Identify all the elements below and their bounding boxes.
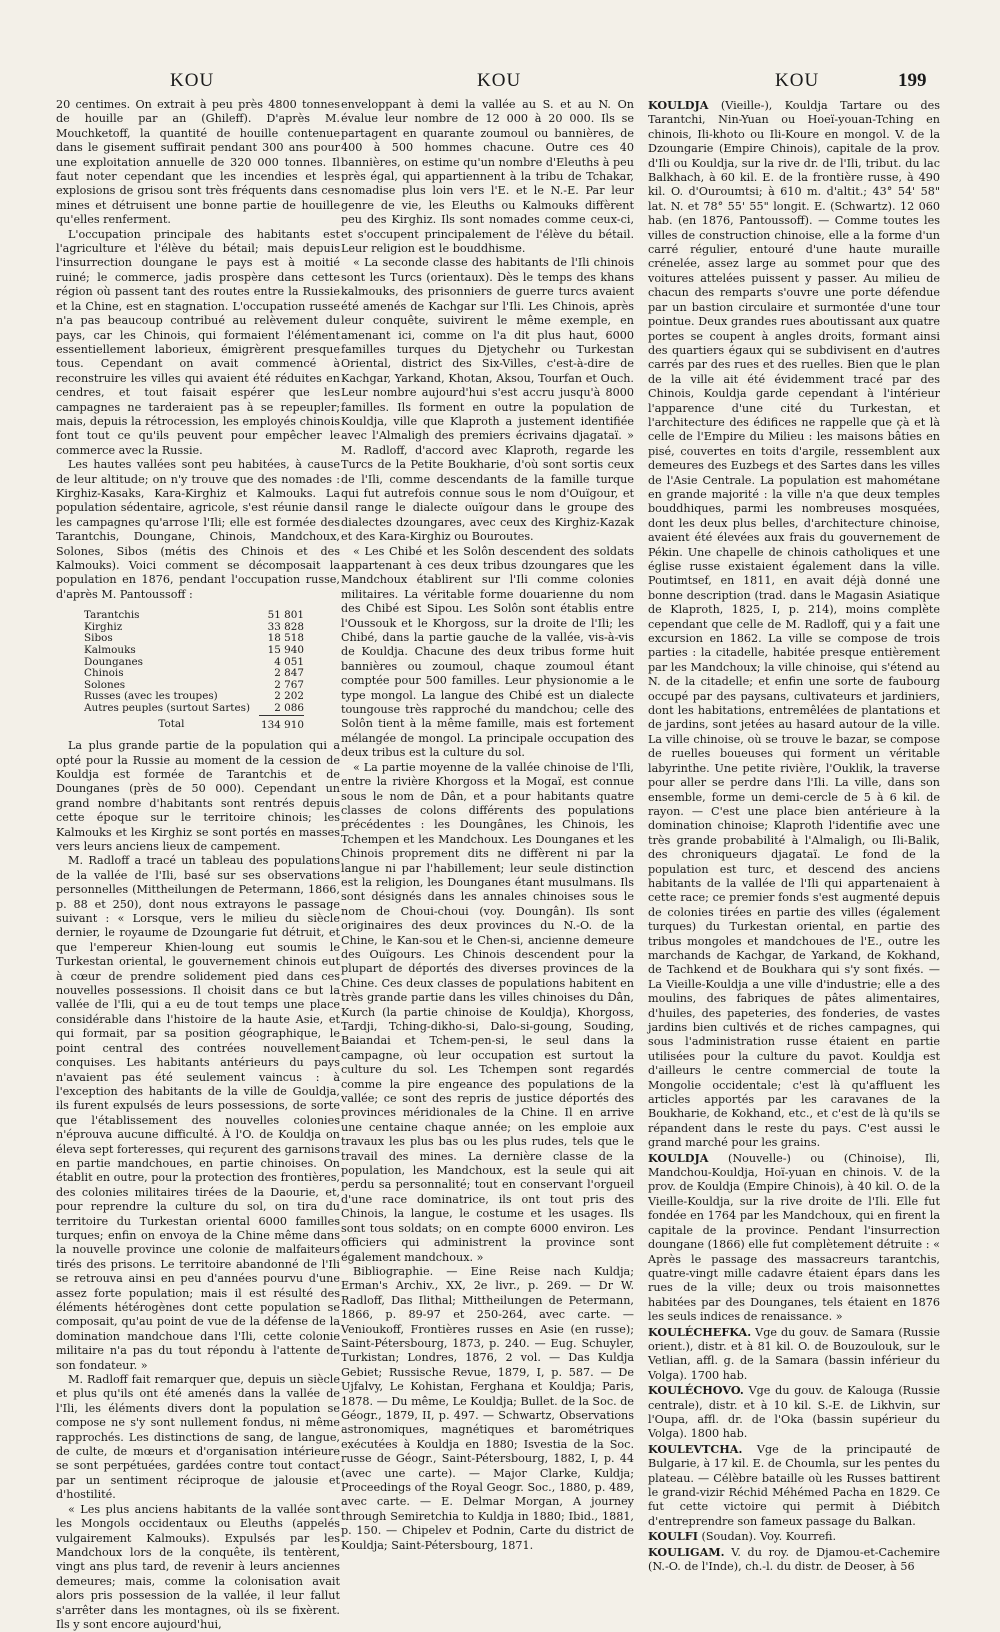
entry-kouldja-vieille <box>648 98 940 1151</box>
column-middle <box>341 98 634 1552</box>
people-count: 51 801 <box>267 609 304 622</box>
table-total-row <box>84 715 304 731</box>
entry-body: (Vieille-), Kouldja Tartare ou des Tarantchi, Nin-Yuan ou Hoeï-youan-Tching en chinois, Ili-khoto ou Ili-Koure en mongol. V. de la Dzoungarie (Empire Chinois), capitale de la prov. d'Ili ou Kouldja, sur la rive dr. de l'Ili, tribut. du lac Balkhach, à 60 kil. E. de la frontière russe, à 490 kil. O. d'Ouroumtsi; à 610 m. d'altit.; 43° 54' 58" lat. N. et 78° 55' 55" longit. E. (Schwartz). 12 060 hab. (en 1876, Pantoussoff). — Comme toutes les villes de construction chinoise, elle a la forme d'un carré régulier, entouré d'une haute muraille crénelée, assez large au sommet pour que des voitures attelées puissent y passer. Au milieu de chacun des remparts s'ouvre une porte défendue par un bastion circulaire et surmontée d'une tour pointue. Deux grandes rues aboutissant aux quatre portes se coupent à angles droits, formant ainsi des quartiers égaux qui se subdivisent en d'autres carrés par des rues et des ruelles. Bien que le plan de la ville ait été évidemment tracé par des Chinois, Kouldja garde cependant à l'intérieur l'apparence d'une cité du Turkestan, et l'architecture des édifices ne rappelle que çà et là celle de l'Empire du Milieu : les maisons bâties en pisé, couvertes en toits d'argile, ressemblent aux demeures des Euzbegs et des Sartes dans les villes de l'Asie Centrale. La population est mahométane en grande majorité : la ville n'a que deux temples bouddhiques, parmi les nombreuses mosquées, dont les deux plus belles, d'architecture chinoise, avaient été élevées aux frais du gouvernement de Pékin. Une chapelle de chinois catholiques et une église russe existaient également dans la ville. Poutimtsef, en 1811, en avait déjà donné une bonne description (trad. dans le Magasin Asiatique de Klaproth, 1825, I, p. 214), moins complète cependant que celle de M. Radloff, qui y a fait une excursion en 1862. La ville se compose de trois parties : la citadelle, habitée presque entièrement par les Mandchoux; la ville chinoise, qui s'étend au N. de la citadelle; et enfin une sorte de faubourg occupé par des paysans, cultivateurs et jardiniers, dont les habitations, entremêlées de plantations et de jardins, sont jetées au hasard autour de la ville. La ville chinoise, où se trouve le bazar, se compose de ruelles boueuses qui forment un véritable labyrinthe. Une petite rivière, l'Ouklik, la traverse pour aller se perdre dans l'Ili. La ville, dans son ensemble, forme un demi-cercle de 5 à 6 kil. de rayon. — C'est une place bien antérieure à la domination chinoise; Klaproth l'identifie avec une très grande probabilité à l'Almaligh, ou Ili-Balik, des chroniqueurs djagataï. Le fond de la population est turc, et descend des anciens habitants de la vallée de l'Ili qui appartenaient à cette race; ce premier fonds s'est augmenté depuis de colonies tirées en partie des villes (également turques) du Turkestan oriental, en partie des tribus mongoles et mandchoues de l'E., outre les marchands de Kachgar, de Yarkand, de Kokhand, de Tachkend et de Boukhara qui s'y sont fixés. — La Vieille-Kouldja a une ville d'industrie; elle a des moulins, des fabriques de pâtes alimentaires, d'huiles, des papeteries, des fonderies, de vastes jardins bien cultivés et de riches campagnes, qui sous l'administration russe étaient en partie utilisées pour la culture du pavot. Kouldja est d'ailleurs le centre commercial de toute la Mongolie occidentale; c'est là qu'affluent les articles apportés par les caravanes de la Boukharie, de Kokhand, etc., et c'est de là qu'ils se répandent dans le reste du pays. C'est aussi le grand marché pour les grains. <box>648 99 940 1150</box>
people-name: Autres peuples (surtout Sartes) <box>84 702 251 715</box>
entry-body: Vge du gouv. de Samara (Russie orient.), distr. et à 81 kil. O. de Bouzoulouk, sur le Vetlian, affl. g. de la Samara (bassin inférieur du Volga). 1700 hab. <box>648 1325 941 1382</box>
entry-headword: KOULDJA <box>648 1150 709 1165</box>
people-name: Tarantchis <box>84 609 140 622</box>
table-row <box>84 691 304 703</box>
entry-headword: KOULEVTCHA. <box>648 1441 743 1456</box>
people-name: Chinois <box>84 667 124 680</box>
people-name: Sibos <box>84 632 113 645</box>
paragraph: 20 centimes. On extrait à peu près 4800 tonnes de houille par an (Ghileff). D'après M. Mouchketoff, la quantité de houille contenue dans le gisement suffirait pendant 300 ans pour une exploitation annuelle de 320 000 tonnes. Il faut noter cependant que les incendies et les explosions de grisou sont très fréquents dans ces mines et détruisent une bonne partie de houille qu'elles renferment. <box>56 98 340 227</box>
paragraph: Les hautes vallées sont peu habitées, à cause de leur altitude; on n'y trouve que des nomades : Kirghiz-Kasaks, Kara-Kirghiz et Kalmouks. La population sédentaire, agricole, s'est réunie dans les campagnes qu'arrose l'Ili; elle est formée des Tarantchis, Doungane, Chinois, Mandchoux, Solones, Sibos (métis des Chinois et des Kalmouks). Voici comment se décomposait la population en 1876, pendant l'occupation russe, d'après M. Pantoussoff : <box>56 458 340 601</box>
paragraph: « La partie moyenne de la vallée chinoise de l'Ili, entre la rivière Khorgoss et la Mogaï, est connue sous le nom de Dân, et a pour habitants quatre classes de colons différents des populations précédentes : les Doungânes, les Chinois, les Tchempen et les Mandchoux. Les Dounganes et les Chinois proprement dits ne diffèrent ni par la langue ni par l'habillement; leur seule distinction est la religion, les Dounganes étant musulmans. Ils sont désignés dans les annales chinoises sous le nom de Choui-choui (voy. Doungân). Ils sont originaires des deux provinces du N.-O. de la Chine, le Kan-sou et le Chen-si, ancienne demeure des Ouïgours. Les Chinois descendent pour la plupart de déportés des diverses provinces de la Chine. Ces deux classes de populations habitent en très grande partie dans les villes chinoises du Dân, Kurch (la partie chinoise de Kouldja), Khorgoss, Tardji, Tching-dikho-si, Dalo-si-goung, Souding, Baiandai et Tchem-pen-si, le seul dans la campagne, où leur occupation est surtout la culture du sol. Les Tchempen sont regardés comme la pire engeance des populations de la vallée; ce sont des repris de justice déportés des provinces méridionales de la Chine. Il en arrive une centaine chaque année; on les emploie aux travaux les plus bas ou les plus rudes, tels que le travail des mines. La dernière classe de la population, les Mandchoux, est la seule qui ait perdu sa personnalité; tout en conservant l'orgueil d'une race dominatrice, ils ont tout pris des Chinois, la langue, le costume et les usages. Ils sont tous soldats; on en compte 6000 environ. Les officiers qui administrent la province sont également mandchoux. » <box>341 760 634 1264</box>
entry-koulevtcha <box>648 1442 940 1529</box>
people-count: 2 767 <box>274 678 304 691</box>
column-left <box>56 98 340 1631</box>
paragraph: « Les Chibé et les Solôn descendent des soldats appartenant à ces deux tribus dzoungares que les Mandchoux établirent sur l'Ili comme colonies militaires. La véritable forme douarienne du nom des Chibé est Sipou. Les Solôn sont établis entre l'Oussouk et le Khorgoss, sur la droite de l'Ili; les Chibé, dans la partie gauche de la vallée, vis-à-vis de Kouldja. Chacune des deux tribus forme huit bannières ou zoumoul, chaque zoumoul étant comptée pour 500 familles. Leur physionomie a le type mongol. La langue des Chibé est un dialecte toungouse très rapproché du mandchou; celle des Solôn tient à la même famille, mais est fortement mélangée de mongol. La principale occupation des deux tribus est la culture du sol. <box>341 544 634 760</box>
running-head-center: KOU <box>477 70 522 91</box>
running-head-left: KOU <box>170 70 215 91</box>
paragraph: L'occupation principale des habitants est l'agriculture et l'élève du bétail; mais depuis l'insurrection doungane le pays est à moitié ruiné; le commerce, jadis prospère dans cette région où passent tant des routes entre la Russie et la Chine, est en stagnation. L'occupation russe n'a pas beaucoup contribué au relèvement du pays, car les Chinois, qui formaient l'élément essentiellement laborieux, émigrèrent presque tous. Cependant on avait commencé à reconstruire les villes qui avaient été réduites en cendres, et tout faisait espérer que les campagnes ne tarderaient pas à se repeupler; mais, depuis la rétrocession, les employés chinois font tout ce qu'ils peuvent pour empêcher le commerce avec la Russie. <box>56 227 340 457</box>
people-name: Dounganes <box>84 655 143 668</box>
people-count: 15 940 <box>267 644 304 656</box>
paragraph: M. Radloff fait remarquer que, depuis un siècle et plus qu'ils ont été amenés dans la vallée de l'Ili, les éléments divers dont la population se compose ne s'y sont nullement fondus, ni même rapprochés. Les distinctions de sang, de langue, de culte, de mœurs et d'organisation intérieure se sont perpétuées, gardées contre tout contact par un sentiment réciproque de jalousie et d'hostilité. <box>56 1373 340 1502</box>
people-count: 2 847 <box>274 667 304 680</box>
people-count: 4 051 <box>274 655 304 668</box>
people-count: 2 086 <box>259 703 304 715</box>
running-head-right: KOU <box>775 70 820 91</box>
entry-kouldja-nouvelle <box>648 1151 940 1325</box>
table-row <box>84 703 304 715</box>
entry-body: (Soudan). Voy. Kourrefi. <box>701 1530 837 1544</box>
entry-koulechovo <box>648 1383 940 1442</box>
people-name: Russes (avec les troupes) <box>84 690 218 703</box>
entry-koulfi <box>648 1529 940 1544</box>
entry-headword: KOULFI <box>648 1529 698 1544</box>
entry-body: Vge du gouv. de Kalouga (Russie centrale), distr. et à 10 kil. S.-E. de Likhvin, sur l'Oupa, affl. dr. de l'Oka (bassin supérieur du Volga). 1800 hab. <box>648 1384 940 1441</box>
entry-headword: KOULÉCHOVO. <box>648 1383 744 1398</box>
bibliography: Bibliographie. — Eine Reise nach Kuldja; Erman's Archiv., XX, 2e livr., p. 269. — Dr W. Radloff, Das Ilithal; Mittheilungen de Petermann, 1866, p. 89-97 et 250-264, avec carte. — Venioukoff, Frontières russes en Asie (en russe); Saint-Pétersbourg, 1873, p. 240. — Eug. Schuyler, Turkistan; Londres, 1876, 2 vol. — Das Kuldja Gebiet; Russische Revue, 1879, I, p. 587. — De Ujfalvy, Le Kohistan, Ferghana et Kouldja; Paris, 1878. — Du même, Le Kouldja; Bullet. de la Soc. de Géogr., 1879, II, p. 497. — Schwartz, Observations astronomiques, magnétiques et barométriques exécutées à Kouldja en 1880; Isvestia de la Soc. russe de Géogr., Saint-Pétersbourg, 1882, I, p. 44 (avec une carte). — Major Clarke, Kuldja; Proceedings of the Royal Geogr. Soc., 1880, p. 489, avec carte. — E. Delmar Morgan, A journey through Semiretchia to Kuldja in 1880; Ibid., 1881, p. 150. — Chipelev et Podnin, Carte du district de Kouldja; Saint-Pétersbourg, 1871. <box>341 1264 634 1552</box>
entry-kouligam <box>648 1545 940 1575</box>
entry-headword: KOULDJA <box>648 98 709 112</box>
entry-headword: KOULÉCHEFKA. <box>648 1324 752 1339</box>
people-count: 18 518 <box>267 632 304 645</box>
people-count: 33 828 <box>267 620 304 633</box>
paragraph: « Les plus anciens habitants de la vallée sont les Mongols occidentaux ou Eleuths (appelés vulgairement Kalmouks). Expulsés par les Mandchoux lors de la conquête, ils tentèrent, vingt ans plus tard, de revenir à leurs anciennes demeures; mais, comme la colonisation avait alors pris possession de la vallée, il leur fallut s'arrêter dans les montagnes, où ils se fixèrent. Ils y sont encore aujourd'hui, <box>56 1502 340 1631</box>
people-name: Kirghiz <box>84 620 123 633</box>
paragraph: enveloppant à demi la vallée au S. et au N. On évalue leur nombre de 12 000 à 20 000. Ils se partagent en quarante zoumoul ou bannières, de 400 à 500 hommes chacune. Outre ces 40 bannières, on estime qu'un nombre d'Eleuths à peu près égal, qui appartiennent à la tribu de Tchakar, nomadise plus loin vers l'E. et le N.-E. Par leur genre de vie, les Eleuths ou Kalmouks diffèrent peu des Kirghiz. Ils sont nomades comme ceux-ci, et s'occupent principalement de l'élève du bétail. Leur religion est le bouddhisme. <box>341 98 634 256</box>
total-value: 134 910 <box>261 718 304 731</box>
entry-koulechefka <box>648 1325 940 1384</box>
people-count: 2 202 <box>274 690 304 703</box>
paragraph: M. Radloff a tracé un tableau des populations de la vallée de l'Ili, basé sur ses observations personnelles (Mittheilungen de Petermann, 1866, p. 88 et 250), dont nous extrayons le passage suivant : « Lorsque, vers le milieu du siècle dernier, le royaume de Dzoungarie fut détruit, et que l'empereur Khien-loung eut soumis le Turkestan oriental, le gouvernement chinois eut à cœur de prendre solidement pied dans ces nouvelles possessions. Il choisit dans ce but la vallée de l'Ili, qui a eu de tout temps une place considérable dans l'histoire de la haute Asie, et qui formait, par sa position géographique, le point central des contrées nouvellement conquises. Les habitants antérieurs du pays n'avaient pas été seulement vaincus : à l'exception des habitants de la ville de Gouldja, ils furent expulsés de leurs possessions, de sorte que l'établissement des nouvelles colonies n'éprouva aucune difficulté. À l'O. de Kouldja on éleva sept forteresses, qui reçurent des garnisons en partie mandchoues, en partie chinoises. On établit en outre, pour la protection des frontières, des colonies militaires tirées de la Daourie, et, pour reprendre la culture du sol, on tira du territoire du Turkestan oriental 6000 familles turques; enfin on envoya de la Chine même dans la nouvelle province une colonie de malfaiteurs tirés des prisons. Le territoire abandonné de l'Ili se retrouva ainsi en peu d'années pourvu d'une assez forte population; mais il est résulté des éléments hétérogènes dont cette population se composait, qu'au point de vue de la défense de la domination mandchoue dans l'Ili, cette colonie militaire n'a pas du tout répondu à l'attente de son fondateur. » <box>56 854 340 1372</box>
table-row <box>84 645 304 657</box>
total-label: Total <box>158 718 185 731</box>
entry-body: (Nouvelle-) ou (Chinoise), Ili, Mandchou-Kouldja, Hoï-yuan en chinois. V. de la prov. de Kouldja (Empire Chinois), à 40 kil. O. de la Vieille-Kouldja, sur la rive droite de l'Ili. Elle fut fondée en 1764 par les Mandchoux, qui en firent la capitale de la province. Pendant l'insurrection doungane (1866) elle fut complètement détruite : « Après le passage des massacreurs tarantchis, quatre-vingt mille cadavre étaient épars dans les rues de la ville; deux ou trois maisonnettes habitées par des Dounganes, tels étaient en 1876 les seuls indices de renaissance. » <box>648 1151 940 1324</box>
people-name: Solones <box>84 678 126 691</box>
entry-body: V. du roy. de Djamou-et-Cachemire (N.-O. de l'Inde), ch.-l. du distr. de Deoser, à 56 <box>648 1545 940 1574</box>
page-number: 199 <box>898 70 927 91</box>
paragraph: « La seconde classe des habitants de l'Ili chinois sont les Turcs (orientaux). Dès le temps des khans kalmouks, des prisonniers de guerre turcs avaient été amenés de Kachgar sur l'Ili. Les Chinois, après leur conquête, suivirent le même exemple, en amenant ici, comme on l'a dit plus haut, 6000 familles turques du Djetychehr ou Turkestan Oriental, district des Six-Villes, c'est-à-dire de Kachgar, Yarkand, Khotan, Aksou, Tourfan et Ouch. Leur nombre aujourd'hui s'est accru jusqu'à 8000 familles. Ils forment en outre la population de Kouldja, ville que Klaproth a justement identifiée avec l'Almaligh des premiers écrivains djagataï. » M. Radloff, d'accord avec Klaproth, regarde les Turcs de la Petite Boukharie, d'où sont sortis ceux de l'Ili, comme descendants de la famille turque qui fut autrefois connue sous le nom d'Ouïgour, et il range le dialecte ouïgour dans le groupe des dialectes dzoungares, avec ceux des Kirghiz-Kazak et des Kara-Kirghiz ou Bouroutes. <box>341 256 634 544</box>
people-name: Kalmouks <box>84 644 136 656</box>
paragraph: La plus grande partie de la population qui a opté pour la Russie au moment de la cession de Kouldja est formée de Tarantchis et de Dounganes (près de 50 000). Cependant un grand nombre d'habitants sont rentrés depuis cette époque sur le territoire chinois; les Kalmouks et les Kirghiz se sont portés en masses vers leurs anciens lieux de campement. <box>56 739 340 853</box>
column-right <box>648 98 941 1574</box>
entry-headword: KOULIGAM. <box>648 1544 725 1559</box>
entry-body: Vge de la principauté de Bulgarie, à 17 kil. E. de Choumla, sur les pentes du plateau. — Célèbre bataille où les Russes battirent le grand-vizir Réchid Méhémed Pacha en 1829. Ce fut cette victoire qui permit à Diébitch d'entreprendre son fameux passage du Balkan. <box>648 1442 940 1528</box>
population-table <box>84 610 304 731</box>
